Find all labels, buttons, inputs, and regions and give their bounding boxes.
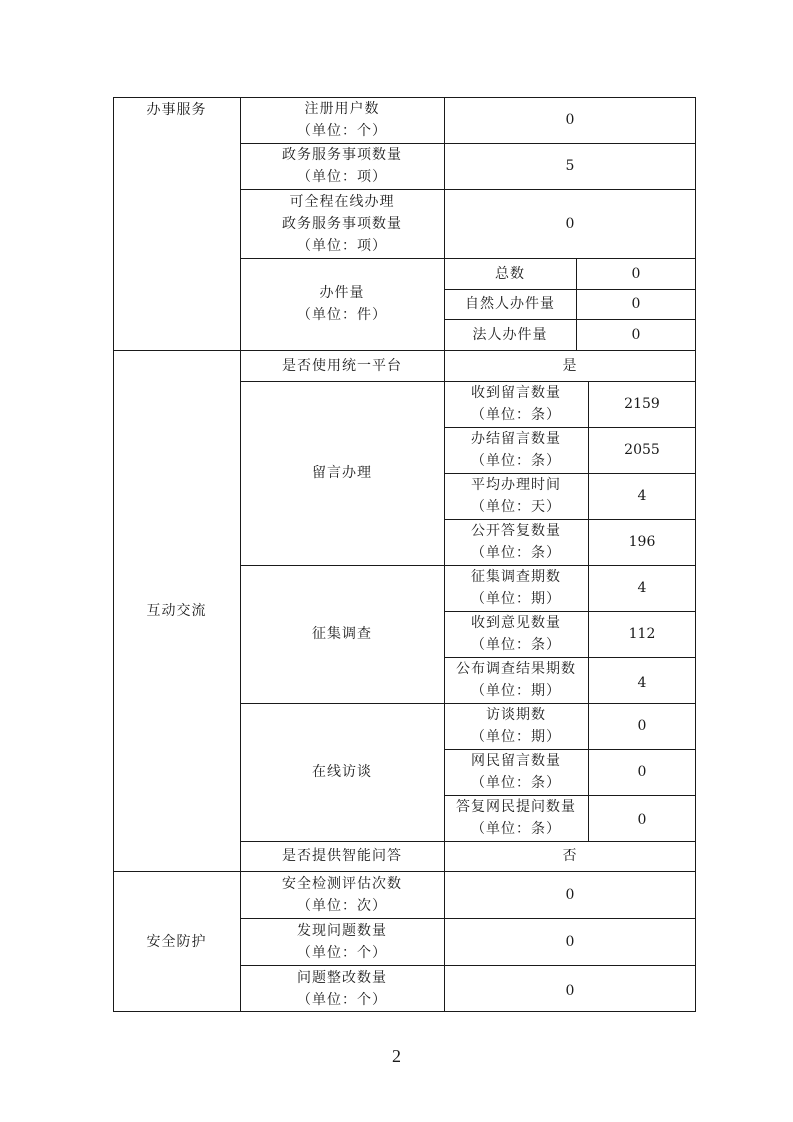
row-value-service-items: 5: [565, 158, 575, 174]
row-value-smart-qa: 否: [562, 848, 578, 864]
sub-label-questions-answered: 答复网民提问数量 （单位：条）: [456, 799, 576, 837]
border-line: [444, 749, 696, 750]
border-line: [444, 519, 696, 520]
row-value-issues-found: 0: [565, 933, 575, 950]
border-line: [113, 1011, 696, 1012]
sub-label-opinions-received: 收到意见数量 （单位：条）: [471, 615, 561, 653]
row-value-security-checks: 0: [565, 886, 575, 903]
sub-label-total: 总数: [495, 265, 525, 282]
border-line: [240, 258, 696, 259]
sub-value-total: 0: [631, 265, 641, 282]
border-line: [240, 143, 696, 144]
section-label-interaction: 互动交流: [146, 602, 207, 619]
border-line: [113, 350, 696, 351]
border-line: [444, 289, 696, 290]
sub-label-natural-person: 自然人办件量: [465, 296, 555, 312]
border-line: [240, 381, 696, 382]
sub-label-public-replies: 公开答复数量 （单位：条）: [471, 523, 561, 561]
sub-value-public-replies: 196: [628, 534, 656, 550]
border-line: [576, 258, 577, 350]
row-label-registered-users: 注册用户数 （单位：个）: [297, 101, 387, 139]
sub-value-messages-received: 2159: [624, 396, 660, 412]
row-value-registered-users: 0: [565, 112, 575, 128]
group-label-survey: 征集调查: [312, 626, 372, 642]
sub-label-survey-periods: 征集调查期数 （单位：期）: [471, 569, 561, 607]
sub-label-netizen-messages: 网民留言数量 （单位：条）: [471, 753, 561, 791]
border-line: [240, 189, 696, 190]
sub-value-messages-closed: 2055: [624, 442, 660, 458]
border-line: [113, 97, 114, 1012]
row-value-issues-fixed: 0: [565, 982, 575, 999]
sub-value-netizen-messages: 0: [637, 764, 647, 780]
row-label-service-items: 政务服务事项数量 （单位：项）: [282, 147, 402, 185]
border-line: [444, 473, 696, 474]
group-label-message-handling: 留言办理: [312, 465, 372, 481]
sub-label-avg-handling-time: 平均办理时间 （单位：天）: [471, 477, 561, 515]
sub-value-survey-periods: 4: [637, 580, 647, 596]
border-line: [444, 611, 696, 612]
row-label-online-service-items: 可全程在线办理 政务服务事项数量 （单位：项）: [282, 193, 402, 254]
section-label-security: 安全防护: [146, 933, 207, 950]
row-value-unified-platform: 是: [562, 357, 578, 374]
border-line: [444, 427, 696, 428]
section-label-service: 办事服务: [146, 102, 207, 118]
sub-value-legal-person: 0: [631, 326, 641, 343]
border-line: [240, 965, 696, 966]
border-line: [240, 97, 241, 1012]
page-number: 2: [392, 1046, 401, 1066]
row-label-issues-found: 发现问题数量 （单位：个）: [297, 922, 387, 961]
border-line: [444, 319, 696, 320]
border-line: [240, 565, 696, 566]
border-line: [240, 703, 696, 704]
sub-value-questions-answered: 0: [637, 812, 647, 828]
sub-label-legal-person: 法人办件量: [472, 326, 548, 343]
row-value-online-service-items: 0: [565, 215, 575, 232]
sub-label-results-published: 公布调查结果期数 （单位：期）: [456, 661, 576, 699]
sub-value-natural-person: 0: [631, 296, 641, 312]
sub-value-avg-handling-time: 4: [637, 488, 647, 504]
sub-value-opinions-received: 112: [628, 626, 656, 642]
border-line: [444, 657, 696, 658]
border-line: [113, 97, 696, 98]
sub-value-results-published: 4: [637, 675, 647, 691]
row-label-security-checks: 安全检测评估次数 （单位：次）: [282, 875, 402, 914]
group-label-online-interview: 在线访谈: [312, 764, 372, 780]
border-line: [444, 97, 445, 1012]
border-line: [240, 918, 696, 919]
row-label-case-volume: 办件量 （单位：件）: [297, 285, 387, 323]
sub-value-interview-periods: 0: [637, 718, 647, 734]
sub-label-interview-periods: 访谈期数 （单位：期）: [471, 707, 561, 745]
row-label-unified-platform: 是否使用统一平台: [282, 357, 402, 374]
sub-label-messages-closed: 办结留言数量 （单位：条）: [471, 431, 561, 469]
border-line: [113, 871, 696, 872]
row-label-issues-fixed: 问题整改数量 （单位：个）: [297, 969, 387, 1008]
border-line: [444, 795, 696, 796]
sub-label-messages-received: 收到留言数量 （单位：条）: [471, 385, 561, 423]
border-line: [695, 97, 696, 1012]
row-label-smart-qa: 是否提供智能问答: [282, 848, 402, 864]
border-line: [240, 841, 696, 842]
